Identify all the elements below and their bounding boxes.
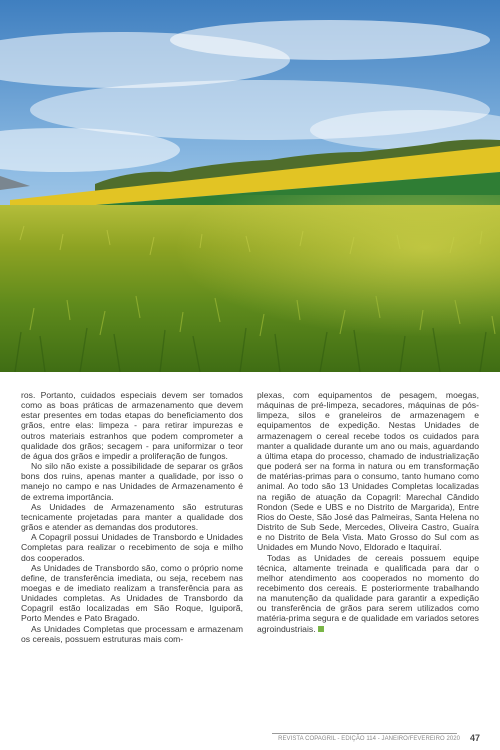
article-left-column [21,390,243,644]
paragraph: ros. Portanto, cuidados especiais devem ser tomados como as boas práticas de armazenamento que devem estar presentes em todas etapas do beneficiamento dos grãos, entre elas: limpeza - para retirar impurezas e outros materiais estranhos que podem comprometer a qualidade dos grãos; secagem - para uniformizar o teor de água dos grãos e impedir a proliferação de fungos. [21,390,243,461]
grass-field-photo [0,0,500,372]
paragraph-text: Todas as Unidades de cereais possuem equipe técnica, altamente treinada e qualificada para dar o melhor atendimento aos cooperados no momento do recebimento dos cereais. E posteriormente trabalhando na manutenção da qualidade para garantir a expedição ou transferência de grãos para serem utilizados como matéria-prima segura e de qualidade em variados setores agroindustriais. [257,552,479,634]
end-of-article-square-icon [318,626,324,632]
paragraph: No silo não existe a possibilidade de separar os grãos bons dos ruins, apenas manter a qualidade, por isso o manejo no campo e nas Unidades de Armazenamento é de extrema importância. [21,461,243,502]
paragraph: A Copagril possui Unidades de Transbordo e Unidades Completas para realizar o recebimento de soja e milho dos cooperados. [21,532,243,563]
article-right-column [257,390,479,644]
hero-photo [0,0,500,372]
paragraph: As Unidades de Transbordo são, como o próprio nome define, de transferência imediata, ou seja, recebem nas moegas e de imediato realizam a transferência para as Unidades completas. As Unidades de Transbordo da Copagril estão localizadas em São Roque, Iguiporã, Porto Mendes e Pato Bragado. [21,562,243,624]
article-body [21,390,479,644]
paragraph: plexas, com equipamentos de pesagem, moegas, máquinas de pré-limpeza, secadores, máquinas de pós-limpeza, silos e graneleiros de armazenagem e equipamentos de expedição. Nestas Unidades de armazenagem o cereal recebe todos os cuidados para manter a qualidade durante um ano ou mais, aguardando a última etapa do processo, chamado de industrialização que poderá ser na forma in natura ou em transformação de matérias-primas para o consumo, tanto humano como animal. Ao todo são 13 Unidades Completas localizadas na região de atuação da Copagril: Marechal Cândido Rondon (Sede e UBS e no Distrito de Margarida), Entre Rios do Oeste, São José das Palmeiras, Santa Helena no Distrito de Sub Sede, Mercedes, Oliveira Castro, Guaíra e no Distrito de Bela Vista. Mato Grosso do Sul com as Unidades em Mundo Novo, Eldorado e Itaquiraí. [257,390,479,553]
paragraph: As Unidades de Armazenamento são estruturas tecnicamente projetadas para manter a qualidade dos grãos e atender as demandas dos produtores. [21,501,243,533]
footer-publication: REVISTA COPAGRIL - EDIÇÃO 114 - JANEIRO/FEVEREIRO 2020 [278,736,460,742]
page-number: 47 [469,733,480,743]
paragraph-last [257,553,479,634]
footer-divider [272,733,457,734]
paragraph: As Unidades Completas que processam e armazenam os cereais, possuem estruturas mais com- [21,623,243,644]
